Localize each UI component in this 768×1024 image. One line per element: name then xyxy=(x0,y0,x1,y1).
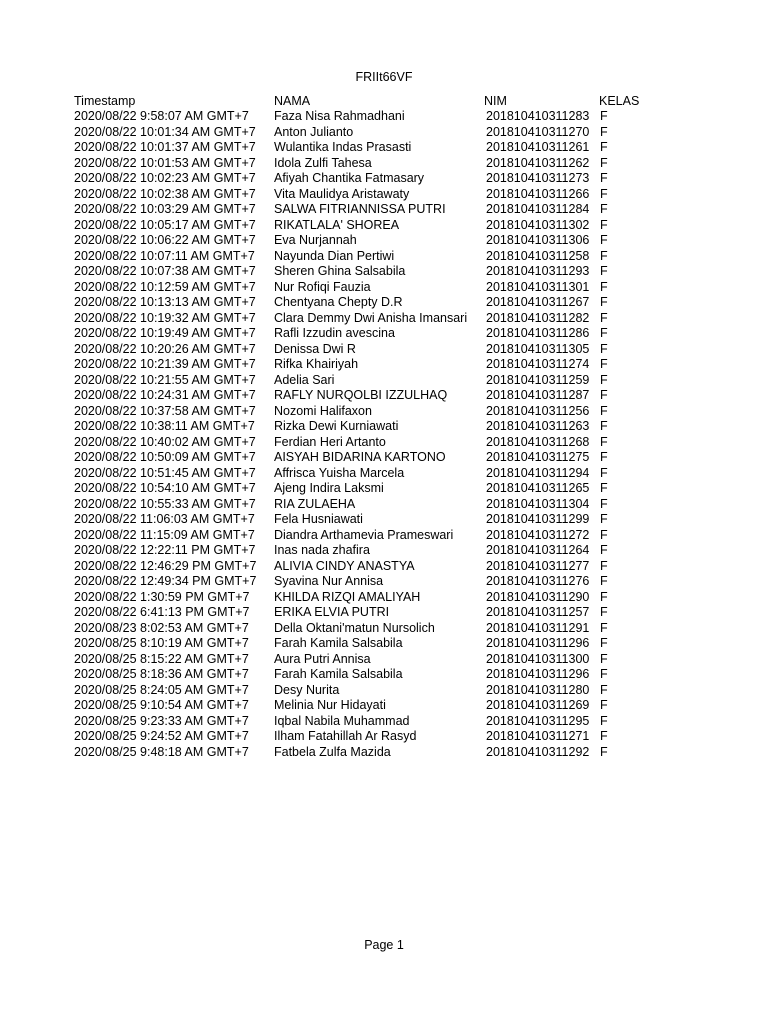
table-header-row xyxy=(74,93,674,109)
cell-kelas: F xyxy=(600,124,608,139)
cell-nim: 201810410311276 xyxy=(486,574,590,588)
cell-timestamp: 2020/08/22 12:22:11 PM GMT+7 xyxy=(74,543,256,557)
cell-nama: AISYAH BIDARINA KARTONO xyxy=(274,450,446,464)
table-row xyxy=(74,326,674,342)
cell-kelas: F xyxy=(600,558,608,573)
table-row xyxy=(74,683,674,699)
cell-nama: Farah Kamila Salsabila xyxy=(274,636,403,650)
cell-nim: 201810410311301 xyxy=(486,279,590,294)
table-row xyxy=(74,698,674,714)
header-nama: NAMA xyxy=(274,94,311,108)
cell-nim: 201810410311275 xyxy=(486,450,590,464)
table-row xyxy=(74,233,674,249)
cell-nama: Rifka Khairiyah xyxy=(274,357,359,371)
cell-kelas: F xyxy=(600,186,608,201)
cell-kelas: F xyxy=(600,109,608,123)
cell-timestamp: 2020/08/22 10:38:11 AM GMT+7 xyxy=(74,419,255,433)
cell-kelas: F xyxy=(600,465,608,480)
cell-nim: 201810410311273 xyxy=(486,171,590,185)
cell-nama: Aura Putri Annisa xyxy=(274,651,371,666)
cell-timestamp: 2020/08/22 10:54:10 AM GMT+7 xyxy=(74,481,256,495)
cell-nama: Ferdian Heri Artanto xyxy=(274,434,386,449)
cell-kelas: F xyxy=(600,713,608,728)
cell-kelas: F xyxy=(600,744,608,759)
page-number: Page 1 xyxy=(364,938,404,952)
cell-nim: 201810410311270 xyxy=(486,124,590,139)
cell-kelas: F xyxy=(600,496,608,511)
cell-kelas: F xyxy=(600,372,608,387)
cell-nim: 201810410311265 xyxy=(486,481,590,495)
cell-kelas: F xyxy=(600,357,608,371)
cell-kelas: F xyxy=(600,140,608,154)
table-row xyxy=(74,481,674,497)
table-row xyxy=(74,745,674,761)
cell-kelas: F xyxy=(600,403,608,418)
table-row xyxy=(74,714,674,730)
data-table xyxy=(74,93,674,760)
cell-nim: 201810410311290 xyxy=(486,589,590,604)
cell-nama: Nur Rofiqi Fauzia xyxy=(274,279,371,294)
cell-nim: 201810410311300 xyxy=(486,651,590,666)
cell-nim: 201810410311257 xyxy=(486,605,590,619)
cell-kelas: F xyxy=(600,698,608,712)
cell-nama: Nayunda Dian Pertiwi xyxy=(274,248,395,263)
table-row xyxy=(74,543,674,559)
cell-kelas: F xyxy=(600,248,608,263)
cell-kelas: F xyxy=(600,295,608,309)
table-row xyxy=(74,187,674,203)
cell-timestamp: 2020/08/22 10:07:11 AM GMT+7 xyxy=(74,248,255,263)
cell-timestamp: 2020/08/22 10:21:39 AM GMT+7 xyxy=(74,357,256,371)
table-row xyxy=(74,280,674,296)
cell-timestamp: 2020/08/22 10:12:59 AM GMT+7 xyxy=(74,279,256,294)
cell-nama: Wulantika Indas Prasasti xyxy=(274,140,412,154)
cell-timestamp: 2020/08/22 11:15:09 AM GMT+7 xyxy=(74,527,255,542)
cell-kelas: F xyxy=(600,589,608,604)
cell-timestamp: 2020/08/25 8:18:36 AM GMT+7 xyxy=(74,667,249,681)
table-row xyxy=(74,156,674,172)
cell-nama: Desy Nurita xyxy=(274,682,340,697)
cell-timestamp: 2020/08/22 1:30:59 PM GMT+7 xyxy=(74,589,250,604)
cell-timestamp: 2020/08/22 9:58:07 AM GMT+7 xyxy=(74,109,249,123)
cell-kelas: F xyxy=(600,155,608,170)
cell-nama: RAFLY NURQOLBI IZZULHAQ xyxy=(274,388,448,402)
table-row xyxy=(74,357,674,373)
table-row xyxy=(74,652,674,668)
cell-timestamp: 2020/08/22 10:01:53 AM GMT+7 xyxy=(74,155,256,170)
table-row xyxy=(74,497,674,513)
cell-nim: 201810410311305 xyxy=(486,341,590,356)
cell-nama: Denissa Dwi R xyxy=(274,341,356,356)
cell-nim: 201810410311269 xyxy=(486,698,590,712)
cell-kelas: F xyxy=(600,233,608,247)
table-row xyxy=(74,171,674,187)
cell-kelas: F xyxy=(600,636,608,650)
cell-nim: 201810410311296 xyxy=(486,667,590,681)
cell-nim: 201810410311284 xyxy=(486,202,590,216)
cell-timestamp: 2020/08/25 9:24:52 AM GMT+7 xyxy=(74,729,249,743)
cell-kelas: F xyxy=(600,310,608,325)
header-nim: NIM xyxy=(484,94,507,108)
cell-nama: Faza Nisa Rahmadhani xyxy=(274,109,405,123)
cell-nim: 201810410311296 xyxy=(486,636,590,650)
cell-nama: Melinia Nur Hidayati xyxy=(274,698,386,712)
cell-timestamp: 2020/08/25 8:10:19 AM GMT+7 xyxy=(74,636,249,650)
cell-kelas: F xyxy=(600,651,608,666)
table-row xyxy=(74,342,674,358)
cell-nama: Sheren Ghina Salsabila xyxy=(274,264,406,278)
cell-nim: 201810410311271 xyxy=(486,729,590,743)
table-row xyxy=(74,621,674,637)
cell-timestamp: 2020/08/22 6:41:13 PM GMT+7 xyxy=(74,605,250,619)
cell-nim: 201810410311264 xyxy=(486,543,590,557)
cell-kelas: F xyxy=(600,481,608,495)
cell-timestamp: 2020/08/22 10:19:32 AM GMT+7 xyxy=(74,310,256,325)
cell-timestamp: 2020/08/25 9:48:18 AM GMT+7 xyxy=(74,744,249,759)
cell-timestamp: 2020/08/22 10:19:49 AM GMT+7 xyxy=(74,326,256,340)
cell-nama: Rizka Dewi Kurniawati xyxy=(274,419,399,433)
table-row xyxy=(74,435,674,451)
cell-kelas: F xyxy=(600,729,608,743)
cell-nim: 201810410311302 xyxy=(486,217,590,232)
cell-nim: 201810410311299 xyxy=(486,512,590,526)
cell-kelas: F xyxy=(600,326,608,340)
cell-nama: ALIVIA CINDY ANASTYA xyxy=(274,558,415,573)
cell-kelas: F xyxy=(600,279,608,294)
table-row xyxy=(74,311,674,327)
cell-nama: SALWA FITRIANNISSA PUTRI xyxy=(274,202,446,216)
cell-nim: 201810410311283 xyxy=(486,109,590,123)
cell-nim: 201810410311263 xyxy=(486,419,590,433)
cell-nim: 201810410311277 xyxy=(486,558,590,573)
cell-nim: 201810410311287 xyxy=(486,388,590,402)
cell-kelas: F xyxy=(600,264,608,278)
cell-nama: Afiyah Chantika Fatmasary xyxy=(274,171,425,185)
cell-nim: 201810410311266 xyxy=(486,186,590,201)
table-row xyxy=(74,605,674,621)
cell-nama: Eva Nurjannah xyxy=(274,233,357,247)
cell-timestamp: 2020/08/22 10:13:13 AM GMT+7 xyxy=(74,295,256,309)
cell-nama: Della Oktani'matun Nursolich xyxy=(274,620,435,635)
table-row xyxy=(74,202,674,218)
cell-kelas: F xyxy=(600,543,608,557)
cell-kelas: F xyxy=(600,434,608,449)
cell-nama: Inas nada zhafira xyxy=(274,543,370,557)
cell-timestamp: 2020/08/22 12:49:34 PM GMT+7 xyxy=(74,574,257,588)
cell-kelas: F xyxy=(600,620,608,635)
header-kelas: KELAS xyxy=(599,94,640,108)
cell-timestamp: 2020/08/22 10:07:38 AM GMT+7 xyxy=(74,264,256,278)
cell-timestamp: 2020/08/22 10:02:38 AM GMT+7 xyxy=(74,186,256,201)
table-row xyxy=(74,590,674,606)
table-row xyxy=(74,218,674,234)
cell-timestamp: 2020/08/22 10:20:26 AM GMT+7 xyxy=(74,341,256,356)
cell-timestamp: 2020/08/22 10:01:37 AM GMT+7 xyxy=(74,140,256,154)
cell-timestamp: 2020/08/22 10:06:22 AM GMT+7 xyxy=(74,233,256,247)
header-timestamp: Timestamp xyxy=(74,94,136,108)
cell-nama: Syavina Nur Annisa xyxy=(274,574,384,588)
cell-nim: 201810410311286 xyxy=(486,326,590,340)
cell-nim: 201810410311294 xyxy=(486,465,590,480)
cell-nim: 201810410311293 xyxy=(486,264,590,278)
cell-nama: RIKATLALA' SHOREA xyxy=(274,217,400,232)
table-row xyxy=(74,249,674,265)
cell-nim: 201810410311259 xyxy=(486,372,590,387)
cell-kelas: F xyxy=(600,388,608,402)
table-row xyxy=(74,109,674,125)
table-row xyxy=(74,466,674,482)
table-row xyxy=(74,512,674,528)
cell-nama: Rafli Izzudin avescina xyxy=(274,326,395,340)
cell-timestamp: 2020/08/22 10:01:34 AM GMT+7 xyxy=(74,124,256,139)
cell-nim: 201810410311292 xyxy=(486,744,590,759)
cell-timestamp: 2020/08/22 10:03:29 AM GMT+7 xyxy=(74,202,256,216)
cell-kelas: F xyxy=(600,574,608,588)
table-row xyxy=(74,140,674,156)
cell-timestamp: 2020/08/22 12:46:29 PM GMT+7 xyxy=(74,558,257,573)
table-row xyxy=(74,373,674,389)
cell-timestamp: 2020/08/25 9:23:33 AM GMT+7 xyxy=(74,713,249,728)
table-row xyxy=(74,419,674,435)
cell-nama: Fela Husniawati xyxy=(274,512,363,526)
cell-nim: 201810410311258 xyxy=(486,248,590,263)
cell-nim: 201810410311261 xyxy=(486,140,590,154)
cell-nama: Affrisca Yuisha Marcela xyxy=(274,465,405,480)
table-row xyxy=(74,450,674,466)
cell-nama: Ajeng Indira Laksmi xyxy=(274,481,384,495)
cell-timestamp: 2020/08/22 10:50:09 AM GMT+7 xyxy=(74,450,256,464)
cell-nim: 201810410311274 xyxy=(486,357,590,371)
cell-kelas: F xyxy=(600,605,608,619)
table-row xyxy=(74,574,674,590)
cell-timestamp: 2020/08/22 10:40:02 AM GMT+7 xyxy=(74,434,256,449)
table-row xyxy=(74,729,674,745)
cell-kelas: F xyxy=(600,527,608,542)
cell-nama: Farah Kamila Salsabila xyxy=(274,667,403,681)
cell-nim: 201810410311268 xyxy=(486,434,590,449)
table-row xyxy=(74,636,674,652)
cell-nama: Ilham Fatahillah Ar Rasyd xyxy=(274,729,417,743)
cell-kelas: F xyxy=(600,667,608,681)
table-row xyxy=(74,264,674,280)
cell-timestamp: 2020/08/22 10:37:58 AM GMT+7 xyxy=(74,403,256,418)
cell-timestamp: 2020/08/22 10:21:55 AM GMT+7 xyxy=(74,372,256,387)
cell-timestamp: 2020/08/25 8:15:22 AM GMT+7 xyxy=(74,651,249,666)
table-row xyxy=(74,528,674,544)
cell-nim: 201810410311306 xyxy=(486,233,590,247)
cell-nama: Clara Demmy Dwi Anisha Imansari xyxy=(274,310,468,325)
cell-kelas: F xyxy=(600,450,608,464)
table-row xyxy=(74,295,674,311)
cell-nama: Fatbela Zulfa Mazida xyxy=(274,744,391,759)
cell-nim: 201810410311272 xyxy=(486,527,590,542)
cell-nim: 201810410311282 xyxy=(486,310,590,325)
cell-timestamp: 2020/08/22 10:24:31 AM GMT+7 xyxy=(74,388,256,402)
cell-nama: Anton Julianto xyxy=(274,124,354,139)
table-row xyxy=(74,559,674,575)
cell-timestamp: 2020/08/22 11:06:03 AM GMT+7 xyxy=(74,512,255,526)
cell-kelas: F xyxy=(600,419,608,433)
cell-kelas: F xyxy=(600,512,608,526)
table-body xyxy=(74,109,674,760)
cell-nama: ERIKA ELVIA PUTRI xyxy=(274,605,390,619)
cell-nama: Iqbal Nabila Muhammad xyxy=(274,713,410,728)
cell-nim: 201810410311256 xyxy=(486,403,590,418)
cell-nim: 201810410311262 xyxy=(486,155,590,170)
cell-timestamp: 2020/08/23 8:02:53 AM GMT+7 xyxy=(74,620,249,635)
table-row xyxy=(74,404,674,420)
cell-nim: 201810410311280 xyxy=(486,682,590,697)
cell-timestamp: 2020/08/22 10:02:23 AM GMT+7 xyxy=(74,171,256,185)
cell-timestamp: 2020/08/22 10:55:33 AM GMT+7 xyxy=(74,496,256,511)
document-title: FRIIt66VF xyxy=(355,70,413,84)
cell-timestamp: 2020/08/22 10:51:45 AM GMT+7 xyxy=(74,465,256,480)
cell-nim: 201810410311295 xyxy=(486,713,590,728)
cell-nim: 201810410311304 xyxy=(486,496,590,511)
cell-kelas: F xyxy=(600,341,608,356)
cell-nama: RIA ZULAEHA xyxy=(274,496,356,511)
cell-nama: Nozomi Halifaxon xyxy=(274,403,372,418)
cell-nama: KHILDA RIZQI AMALIYAH xyxy=(274,589,421,604)
cell-nim: 201810410311291 xyxy=(486,620,590,635)
table-row xyxy=(74,388,674,404)
cell-nama: Diandra Arthamevia Prameswari xyxy=(274,527,454,542)
cell-timestamp: 2020/08/22 10:05:17 AM GMT+7 xyxy=(74,217,256,232)
cell-kelas: F xyxy=(600,682,608,697)
cell-nama: Chentyana Chepty D.R xyxy=(274,295,403,309)
cell-nim: 201810410311267 xyxy=(486,295,590,309)
cell-timestamp: 2020/08/25 9:10:54 AM GMT+7 xyxy=(74,698,249,712)
cell-kelas: F xyxy=(600,171,608,185)
table-row xyxy=(74,125,674,141)
cell-nama: Adelia Sari xyxy=(274,372,335,387)
cell-nama: Idola Zulfi Tahesa xyxy=(274,155,372,170)
table-row xyxy=(74,667,674,683)
cell-kelas: F xyxy=(600,202,608,216)
cell-timestamp: 2020/08/25 8:24:05 AM GMT+7 xyxy=(74,682,249,697)
cell-nama: Vita Maulidya Aristawaty xyxy=(274,186,410,201)
cell-kelas: F xyxy=(600,217,608,232)
